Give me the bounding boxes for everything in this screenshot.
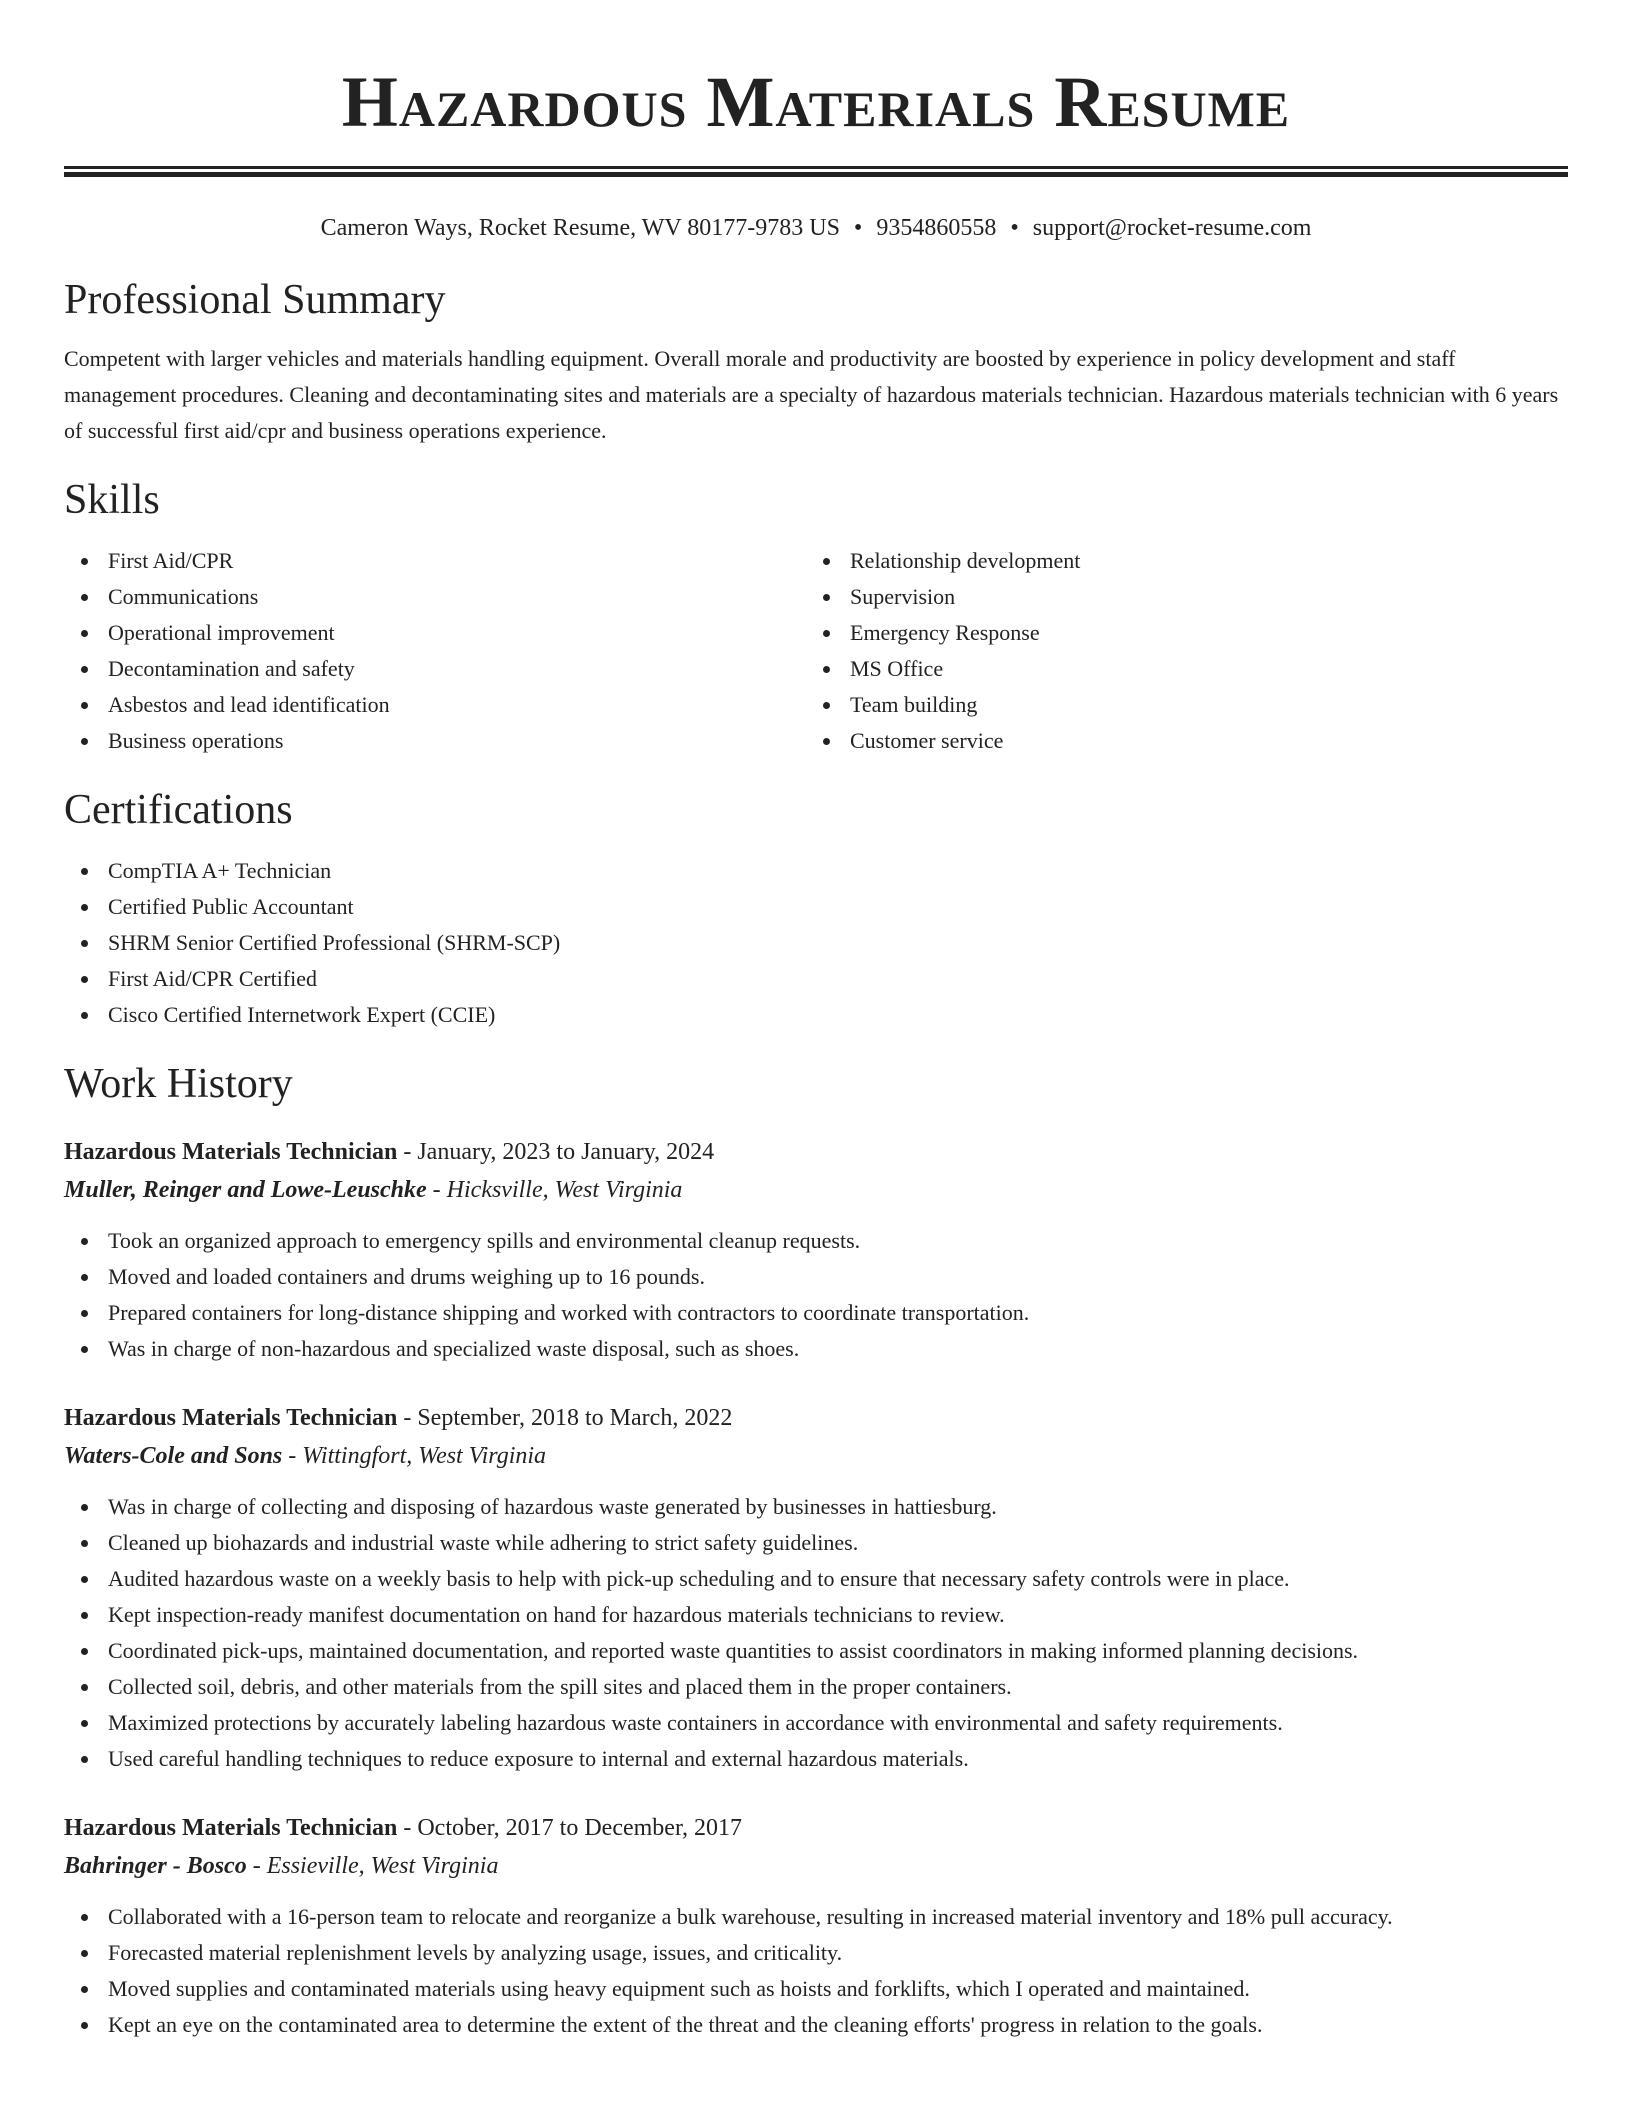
page-title: Hazardous Materials Resume: [341, 62, 1291, 142]
job-header: [64, 1399, 1568, 1437]
job-title: Hazardous Materials Technician: [64, 1405, 398, 1431]
job-location: - Wittingfort, West Virginia: [282, 1443, 547, 1469]
certification-item: First Aid/CPR Certified: [64, 961, 1568, 997]
certification-item: Certified Public Accountant: [64, 889, 1568, 925]
skill-item: Relationship development: [806, 543, 1548, 579]
skill-item: Business operations: [64, 723, 806, 759]
job-duty: Cleaned up biohazards and industrial waste while adhering to strict safety guidelines.: [64, 1525, 1568, 1561]
skills-list-left: [64, 543, 806, 759]
contact-line: [64, 213, 1568, 243]
job-duty: Kept an eye on the contaminated area to determine the extent of the threat and the cleaning efforts' progress in relation to the goals.: [64, 2007, 1568, 2043]
job-duty: Took an organized approach to emergency spills and environmental cleanup requests.: [64, 1223, 1568, 1259]
skill-item: First Aid/CPR: [64, 543, 806, 579]
skills-column-right: [806, 543, 1548, 759]
job-dates: - January, 2023 to January, 2024: [397, 1139, 715, 1165]
job-duties-list: [64, 1899, 1568, 2043]
skills-grid: [64, 543, 1568, 759]
certification-item: Cisco Certified Internetwork Expert (CCIE): [64, 997, 1568, 1033]
job-duty: Moved supplies and contaminated materials using heavy equipment such as hoists and forklifts, which I operated and maintained.: [64, 1971, 1568, 2007]
job-duty: Prepared containers for long-distance shipping and worked with contractors to coordinate transportation.: [64, 1295, 1568, 1331]
skill-item: MS Office: [806, 651, 1548, 687]
skills-column-left: [64, 543, 806, 759]
job-location: - Hicksville, West Virginia: [426, 1177, 683, 1203]
skill-item: Asbestos and lead identification: [64, 687, 806, 723]
company-name: Bahringer - Bosco: [64, 1853, 247, 1879]
job-duty: Used careful handling techniques to reduce exposure to internal and external hazardous materials.: [64, 1741, 1568, 1777]
job-title: Hazardous Materials Technician: [64, 1815, 398, 1841]
skill-item: Customer service: [806, 723, 1548, 759]
job-duty: Moved and loaded containers and drums weighing up to 16 pounds.: [64, 1259, 1568, 1295]
job-employer: [64, 1171, 1568, 1209]
title-divider: [64, 166, 1568, 177]
company-name: Muller, Reinger and Lowe-Leuschke: [64, 1177, 427, 1203]
certifications-heading: Certifications: [64, 787, 293, 833]
job-duty: Collaborated with a 16-person team to relocate and reorganize a bulk warehouse, resulting in increased material inventory and 18% pull accuracy.: [64, 1899, 1568, 1935]
company-name: Waters-Cole and Sons: [64, 1443, 283, 1469]
job-duty: Coordinated pick-ups, maintained documentation, and reported waste quantities to assist coordinators in making informed planning decisions.: [64, 1633, 1568, 1669]
job-location: - Essieville, West Virginia: [246, 1853, 499, 1879]
job-header: [64, 1133, 1568, 1171]
job-duty: Was in charge of collecting and disposing of hazardous waste generated by businesses in hattiesburg.: [64, 1489, 1568, 1525]
skills-heading: Skills: [64, 477, 160, 523]
work-history-heading: Work History: [64, 1061, 293, 1107]
contact-separator: •: [1010, 215, 1019, 241]
job-duty: Audited hazardous waste on a weekly basis to help with pick-up scheduling and to ensure that necessary safety controls were in place.: [64, 1561, 1568, 1597]
skill-item: Operational improvement: [64, 615, 806, 651]
certification-item: CompTIA A+ Technician: [64, 853, 1568, 889]
job-dates: - September, 2018 to March, 2022: [397, 1405, 733, 1431]
summary-text: Competent with larger vehicles and materials handling equipment. Overall morale and productivity are boosted by experience in policy development and staff management procedures. Cleaning and decontaminating sites and materials are a specialty of hazardous materials technician. Hazardous materials technician with 6 years of successful first aid/cpr and business operations experience.: [64, 346, 1559, 443]
skills-list-right: [806, 543, 1548, 759]
job-dates: - October, 2017 to December, 2017: [397, 1815, 742, 1841]
contact-address: Cameron Ways, Rocket Resume, WV 80177-9783 US: [320, 215, 840, 241]
certification-item: SHRM Senior Certified Professional (SHRM-SCP): [64, 925, 1568, 961]
job-title: Hazardous Materials Technician: [64, 1139, 398, 1165]
job-entry: [64, 1809, 1568, 2043]
job-entry: [64, 1133, 1568, 1367]
contact-separator: •: [853, 215, 863, 241]
contact-email[interactable]: support@rocket-resume.com: [1032, 215, 1312, 241]
job-duty: Collected soil, debris, and other materials from the spill sites and placed them in the proper containers.: [64, 1669, 1568, 1705]
job-duties-list: [64, 1489, 1568, 1777]
skill-item: Emergency Response: [806, 615, 1548, 651]
skill-item: Decontamination and safety: [64, 651, 806, 687]
contact-phone: 9354860558: [876, 215, 997, 241]
job-employer: [64, 1437, 1568, 1475]
job-employer: [64, 1847, 1568, 1885]
skill-item: Communications: [64, 579, 806, 615]
skill-item: Supervision: [806, 579, 1548, 615]
certifications-list: [64, 853, 1568, 1033]
job-duty: Was in charge of non-hazardous and specialized waste disposal, such as shoes.: [64, 1331, 1568, 1367]
job-duties-list: [64, 1223, 1568, 1367]
job-duty: Forecasted material replenishment levels by analyzing usage, issues, and criticality.: [64, 1935, 1568, 1971]
job-duty: Kept inspection-ready manifest documentation on hand for hazardous materials technicians to review.: [64, 1597, 1568, 1633]
job-entry: [64, 1399, 1568, 1777]
summary-heading: Professional Summary: [64, 277, 446, 323]
job-duty: Maximized protections by accurately labeling hazardous waste containers in accordance with environmental and safety requirements.: [64, 1705, 1568, 1741]
skill-item: Team building: [806, 687, 1548, 723]
job-header: [64, 1809, 1568, 1847]
